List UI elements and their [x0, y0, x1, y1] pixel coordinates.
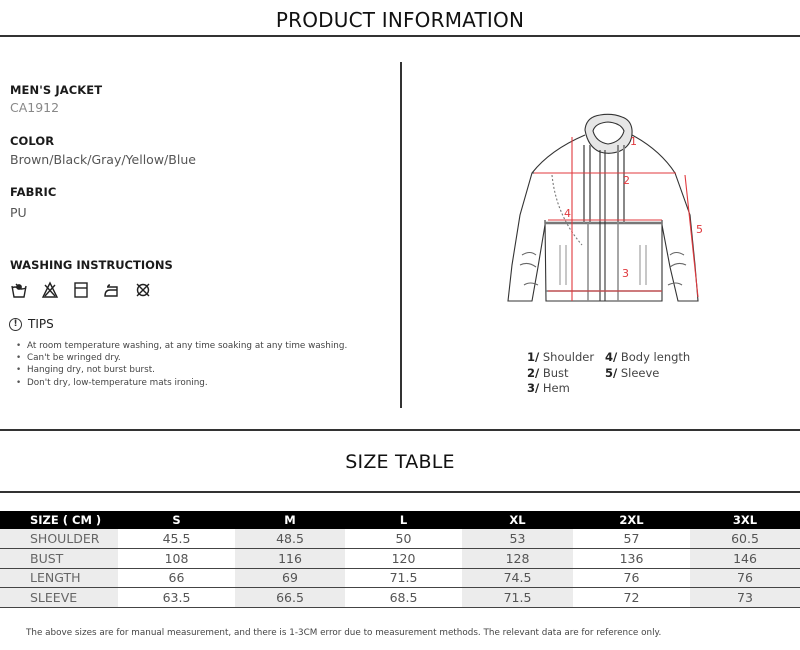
color-value: Brown/Black/Gray/Yellow/Blue [10, 152, 196, 167]
cell: 76 [573, 568, 690, 588]
jacket-measurement-diagram [500, 105, 720, 317]
cell: 66 [118, 568, 235, 588]
cell: 128 [462, 549, 573, 569]
hand-wash-icon [10, 281, 28, 299]
category-label: MEN'S JACKET [10, 83, 103, 97]
row-label: SLEEVE [0, 588, 118, 608]
washing-icons [10, 281, 152, 299]
legend-label: Hem [542, 381, 570, 395]
cell: 74.5 [462, 568, 573, 588]
page-title: PRODUCT INFORMATION [275, 8, 525, 32]
cell: 76 [690, 568, 800, 588]
cell: 45.5 [118, 529, 235, 549]
do-not-dry-clean-icon [134, 281, 152, 299]
legend-label: Sleeve [620, 365, 660, 380]
legend-num: 4/ [605, 350, 618, 364]
product-color [10, 134, 196, 167]
row-label: SHOULDER [0, 529, 118, 549]
cell: 60.5 [690, 529, 800, 549]
vertical-divider [400, 62, 402, 408]
cell: 69 [235, 568, 345, 588]
cell: 108 [118, 549, 235, 569]
legend-label: Body length [620, 350, 691, 364]
tips-header [9, 317, 54, 331]
cell: 146 [690, 549, 800, 569]
table-row [0, 529, 800, 549]
legend-label: Shoulder [542, 350, 595, 364]
header-3xl: 3XL [690, 511, 800, 529]
tips-label: TIPS [28, 317, 54, 331]
table-row [0, 588, 800, 608]
legend-bust [527, 366, 605, 382]
header-l: L [345, 511, 462, 529]
header-xl: XL [462, 511, 573, 529]
washing-instructions-title: WASHING INSTRUCTIONS [10, 258, 173, 272]
header-size: SIZE ( CM ) [0, 511, 118, 529]
cell: 71.5 [462, 588, 573, 608]
fabric-label: FABRIC [10, 185, 57, 199]
legend-hem [527, 381, 605, 397]
cell: 53 [462, 529, 573, 549]
tips-list [16, 340, 347, 389]
marker-5: 5 [696, 223, 703, 236]
marker-4: 4 [564, 207, 571, 220]
tip-item: • At room temperature washing, at any time soaking at any time washing. [16, 340, 347, 352]
legend-sleeve [605, 366, 683, 382]
size-table [0, 511, 800, 608]
marker-2: 2 [623, 174, 630, 187]
marker-1: 1 [630, 135, 637, 148]
measurement-legend [527, 350, 691, 397]
color-label: COLOR [10, 134, 55, 148]
size-table-title: SIZE TABLE [345, 451, 455, 473]
size-table-divider [0, 491, 800, 493]
iron-low-icon [103, 281, 121, 299]
cell: 120 [345, 549, 462, 569]
fabric-value: PU [10, 205, 27, 220]
tip-item: • Hanging dry, not burst burst. [16, 364, 347, 376]
cell: 63.5 [118, 588, 235, 608]
row-label: LENGTH [0, 568, 118, 588]
product-fabric [10, 185, 56, 220]
table-row [0, 549, 800, 569]
size-footnote: The above sizes are for manual measurement, and there is 1-3CM error due to measurement methods. The relevant data are for reference only. [26, 628, 662, 638]
product-category [10, 83, 102, 115]
no-bleach-icon [41, 281, 59, 299]
legend-num: 2/ [527, 365, 540, 380]
cell: 57 [573, 529, 690, 549]
legend-num: 1/ [527, 350, 540, 364]
cell: 48.5 [235, 529, 345, 549]
cell: 71.5 [345, 568, 462, 588]
cell: 73 [690, 588, 800, 608]
cell: 72 [573, 588, 690, 608]
legend-body-length [605, 350, 691, 366]
cell: 68.5 [345, 588, 462, 608]
cell: 66.5 [235, 588, 345, 608]
table-row [0, 568, 800, 588]
title-divider [0, 35, 800, 37]
header-m: M [235, 511, 345, 529]
header-s: S [118, 511, 235, 529]
section-divider [0, 429, 800, 431]
cell: 50 [345, 529, 462, 549]
marker-3: 3 [622, 267, 629, 280]
size-table-header [0, 511, 800, 529]
header-2xl: 2XL [573, 511, 690, 529]
legend-label: Bust [542, 365, 569, 380]
info-circle-icon: ! [9, 318, 22, 331]
tip-item: • Don't dry, low-temperature mats ironing. [16, 377, 347, 389]
row-label: BUST [0, 549, 118, 569]
tumble-dry-icon [72, 281, 90, 299]
legend-num: 3/ [527, 381, 540, 395]
legend-num: 5/ [605, 365, 618, 380]
cell: 116 [235, 549, 345, 569]
tip-item: • Can't be wringed dry. [16, 352, 347, 364]
legend-shoulder [527, 350, 605, 366]
cell: 136 [573, 549, 690, 569]
item-code: CA1912 [10, 100, 60, 115]
